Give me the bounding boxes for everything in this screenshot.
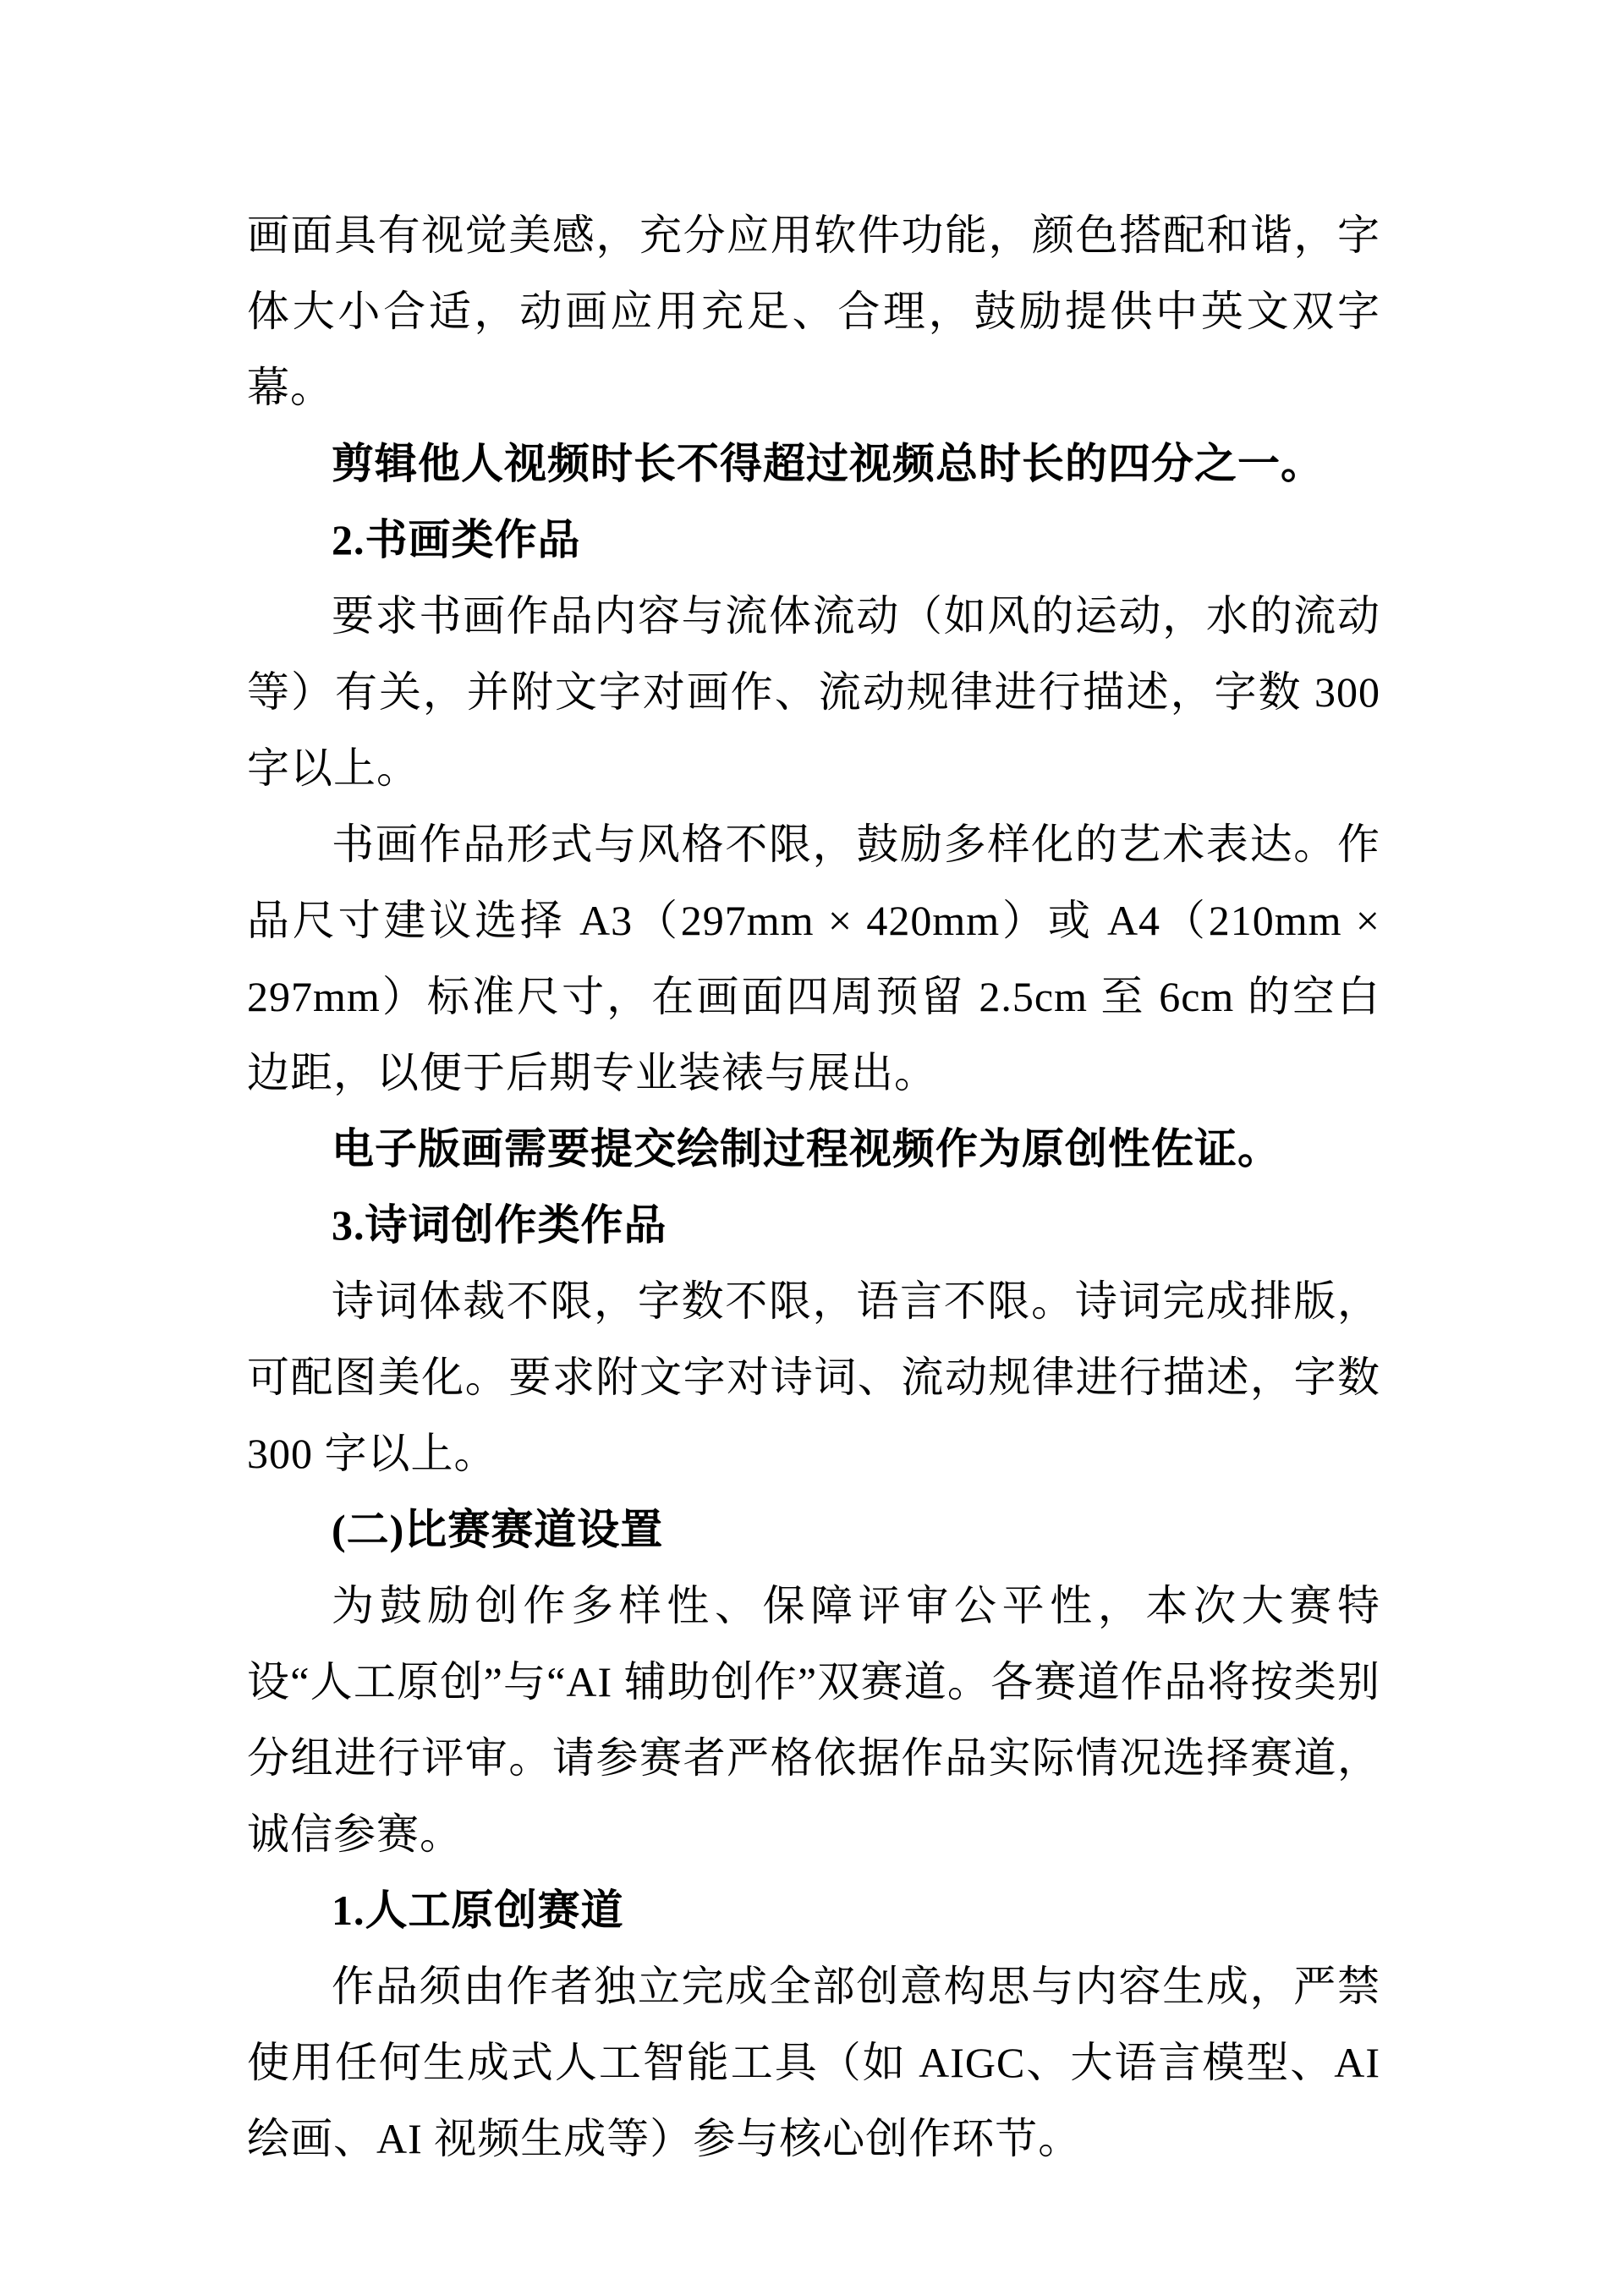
heading-track-setup: (二)比赛赛道设置 bbox=[332, 1506, 664, 1553]
document-body bbox=[247, 197, 1380, 2177]
paragraph-calligraphy-format: 书画作品形式与风格不限，鼓励多样化的艺术表达。作品尺寸建议选择 A3（297mm × 420mm）或 A4（210mm × 297mm）标准尺寸，在画面四周预留 2.5cm 至 6cm 的空白边距，以便于后期专业装裱与展出。 bbox=[247, 821, 1380, 1096]
heading-poetry-works: 3.诗词创作类作品 bbox=[332, 1201, 667, 1249]
paragraph-original-track-rules: 作品须由作者独立完成全部创意构思与内容生成，严禁使用任何生成式人工智能工具（如 AIGC、大语言模型、AI 绘画、AI 视频生成等）参与核心创作环节。 bbox=[247, 1963, 1380, 2162]
heading-calligraphy-works: 2.书画类作品 bbox=[332, 516, 581, 563]
paragraph-editing-limit: 剪辑他人视频时长不得超过视频总时长的四分之一。 bbox=[332, 440, 1324, 487]
paragraph-video-quality: 画面具有视觉美感，充分应用软件功能，颜色搭配和谐，字体大小合适，动画应用充足、合理，鼓励提供中英文双字幕。 bbox=[247, 211, 1380, 411]
paragraph-poetry-requirements: 诗词体裁不限，字数不限，语言不限。诗词完成排版，可配图美化。要求附文字对诗词、流动规律进行描述，字数 300 字以上。 bbox=[247, 1277, 1380, 1477]
paragraph-calligraphy-content: 要求书画作品内容与流体流动（如风的运动，水的流动等）有关，并附文字对画作、流动规律进行描述，字数 300 字以上。 bbox=[247, 592, 1380, 792]
paragraph-track-intro: 为鼓励创作多样性、保障评审公平性，本次大赛特设“人工原创”与“AI 辅助创作”双赛道。各赛道作品将按类别分组进行评审。请参赛者严格依据作品实际情况选择赛道，诚信参赛。 bbox=[247, 1582, 1380, 1858]
paragraph-eprint-evidence: 电子版画需要提交绘制过程视频作为原创性佐证。 bbox=[332, 1125, 1281, 1173]
heading-original-track: 1.人工原创赛道 bbox=[332, 1887, 624, 1934]
